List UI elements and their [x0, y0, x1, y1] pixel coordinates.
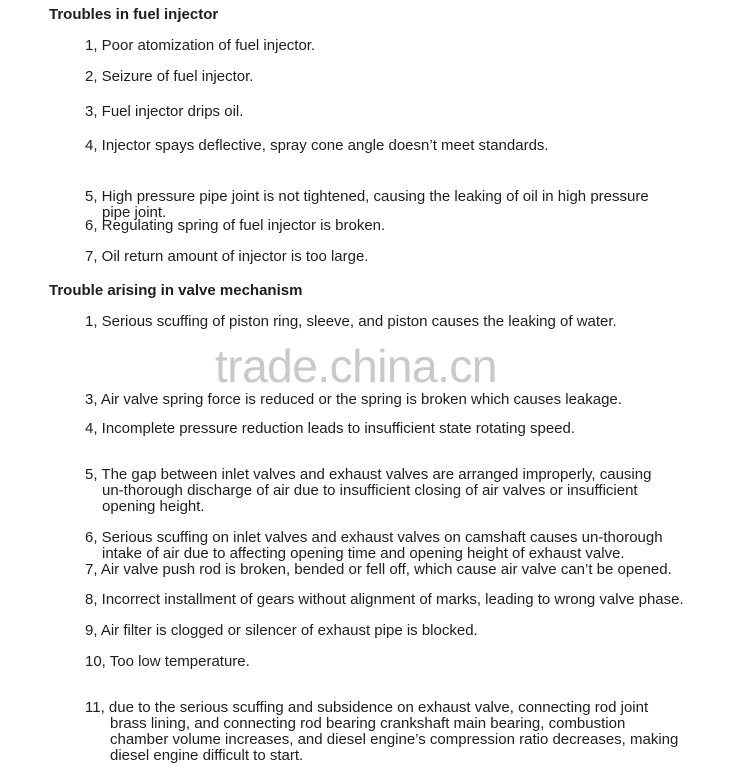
list-item: 2, Seizure of fuel injector.: [85, 68, 254, 85]
list-item: 8, Incorrect installment of gears without alignment of marks, leading to wrong valve phase.: [85, 591, 684, 608]
list-item: 9, Air filter is clogged or silencer of exhaust pipe is blocked.: [85, 622, 478, 639]
list-item: 1, Serious scuffing of piston ring, sleeve, and piston causes the leaking of water.: [85, 313, 617, 330]
list-item: 3, Air valve spring force is reduced or the spring is broken which causes leakage.: [85, 391, 622, 408]
list-item-text: 11, due to the serious scuffing and subsidence on exhaust valve, connecting rod joint brass lining, and connecting rod bearing crankshaft main bearing, combustion chamber volume increases, and diesel engine’s compression ratio decreases, making diesel engine difficult to start.: [85, 699, 679, 764]
list-item-text: 6, Serious scuffing on inlet valves and exhaust valves on camshaft causes un-thorough intake of air due to affecting opening time and opening height of exhaust valve.: [85, 529, 663, 562]
section-title-fuel-injector: Troubles in fuel injector: [49, 6, 219, 23]
section-title-valve-mechanism: Trouble arising in valve mechanism: [49, 282, 303, 299]
list-item: 1, Poor atomization of fuel injector.: [85, 37, 316, 54]
list-item: 10, Too low temperature.: [85, 653, 250, 670]
list-item: 3, Fuel injector drips oil.: [85, 103, 244, 120]
watermark: trade.china.cn: [215, 340, 497, 392]
list-item: 7, Air valve push rod is broken, bended or fell off, which cause air valve can’t be opened.: [85, 561, 672, 578]
list-item: [85, 684, 678, 780]
list-item-text: 5, High pressure pipe joint is not tightened, causing the leaking of oil in high pressure pipe joint.: [85, 188, 649, 221]
list-item: 4, Injector spays deflective, spray cone angle doesn’t meet standards.: [85, 137, 549, 154]
list-item: 6, Regulating spring of fuel injector is broken.: [85, 217, 386, 234]
list-item: 4, Incomplete pressure reduction leads to insufficient state rotating speed.: [85, 420, 576, 437]
list-item-text: 5, The gap between inlet valves and exhaust valves are arranged improperly, causing un-thorough discharge of air due to insufficient closing of air valves or insufficient opening height.: [85, 466, 652, 515]
list-item: 7, Oil return amount of injector is too large.: [85, 248, 369, 265]
